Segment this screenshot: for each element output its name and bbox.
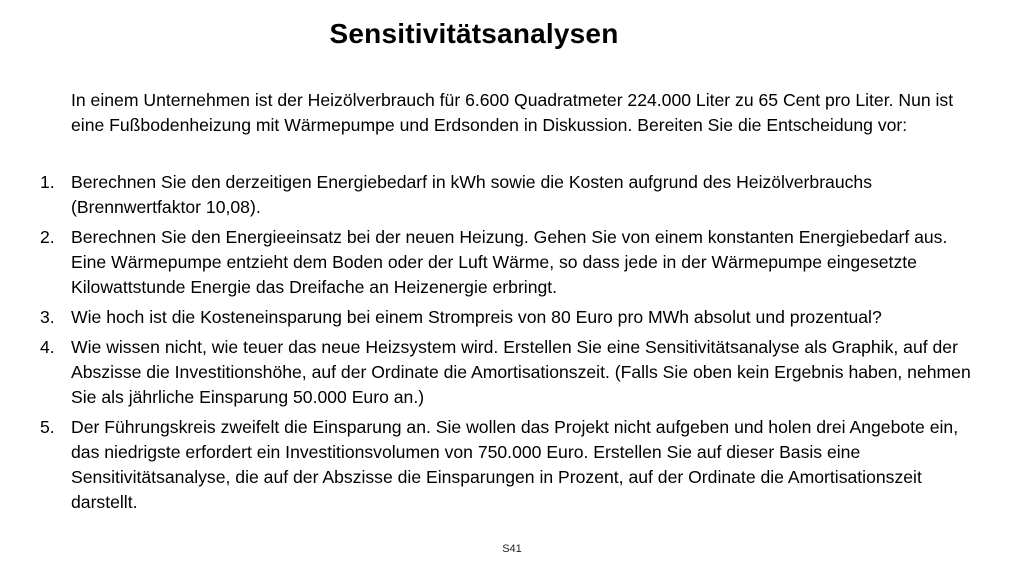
task-text: Berechnen Sie den derzeitigen Energiebedarf in kWh sowie die Kosten aufgrund des Heizölverbrauchs (Brennwertfaktor 10,08).: [71, 172, 872, 217]
task-item-3: [40, 305, 975, 330]
task-text: Der Führungskreis zweifelt die Einsparung an. Sie wollen das Projekt nicht aufgeben und holen drei Angebote ein, das niedrigste erfordert ein Investitionsvolumen von 750.000 Euro. Erstellen Sie auf dieser Basis eine Sensitivitätsanalyse, die auf der Abszisse die Einsparungen in Prozent, auf der Ordinate die Amortisationszeit darstellt.: [71, 417, 959, 512]
task-list: [40, 170, 975, 520]
task-text: Wie wissen nicht, wie teuer das neue Heizsystem wird. Erstellen Sie eine Sensitivitätsanalyse als Graphik, auf der Abszisse die Investitionshöhe, auf der Ordinate die Amortisationszeit. (Falls Sie oben kein Ergebnis haben, nehmen Sie als jährliche Einsparung 50.000 Euro an.): [71, 337, 971, 407]
task-item-4: [40, 335, 975, 410]
task-number: 3.: [40, 307, 55, 327]
task-number: 4.: [40, 337, 55, 357]
slide-number: S41: [502, 543, 522, 555]
task-text: Berechnen Sie den Energieeinsatz bei der neuen Heizung. Gehen Sie von einem konstanten Energiebedarf aus. Eine Wärmepumpe entzieht dem Boden oder der Luft Wärme, so dass jede in der Wärmepumpe eingesetzte Kilowattstunde Energie das Dreifache an Heizenergie erbringt.: [71, 227, 948, 297]
task-item-5: [40, 415, 975, 515]
task-text: Wie hoch ist die Kosteneinsparung bei einem Strompreis von 80 Euro pro MWh absolut und prozentual?: [71, 307, 882, 327]
task-number: 1.: [40, 172, 55, 192]
task-number: 2.: [40, 227, 55, 247]
task-number: 5.: [40, 417, 55, 437]
slide-title: Sensitivitätsanalysen: [329, 18, 619, 49]
task-item-2: [40, 225, 975, 300]
task-item-1: [40, 170, 975, 220]
intro-paragraph: In einem Unternehmen ist der Heizölverbrauch für 6.600 Quadratmeter 224.000 Liter zu 65 Cent pro Liter. Nun ist eine Fußbodenheizung mit Wärmepumpe und Erdsonden in Diskussion. Bereiten Sie die Entscheidung vor:: [71, 90, 954, 135]
